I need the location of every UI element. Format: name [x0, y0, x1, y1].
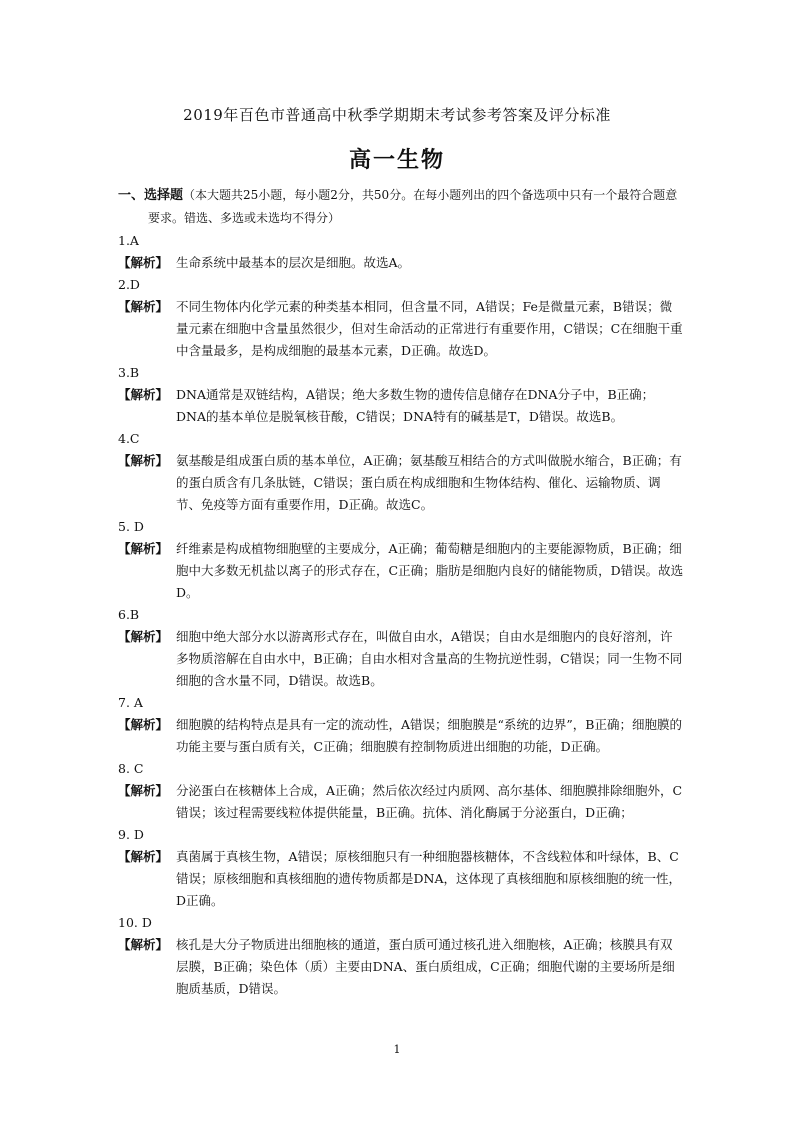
- answer-item: [118, 692, 684, 758]
- answer-item: [118, 516, 684, 604]
- answer-number: 1.A: [118, 233, 139, 248]
- section-note: （本大题共25小题，每小题2分，共50分。在每小题列出的四个备选项中只有一个最符合题意要求。错选、多选或未选均不得分）: [148, 188, 678, 225]
- explanation: [118, 252, 684, 274]
- document-subtitle: 高一生物: [348, 148, 445, 173]
- explanation-text: 细胞膜的结构特点是具有一定的流动性，A错误；细胞膜是“系统的边界”，B正确；细胞膜的功能主要与蛋白质有关，C正确；细胞膜有控制物质进出细胞的功能，D正确。: [176, 717, 682, 754]
- explanation: [118, 714, 684, 758]
- answer-number: 3.B: [118, 365, 140, 380]
- answer-item: [118, 604, 684, 692]
- section-heading: 一、选择题: [118, 188, 184, 203]
- explanation-text: 核孔是大分子物质进出细胞核的通道，蛋白质可通过核孔进入细胞核，A正确；核膜具有双层膜，B正确；染色体（质）主要由DNA、蛋白质组成，C正确；细胞代谢的主要场所是细胞质基质，D错误。: [176, 937, 675, 996]
- explanation-text: 生命系统中最基本的层次是细胞。故选A。: [176, 255, 411, 270]
- explanation-tag: 【解析】: [118, 387, 169, 402]
- answer-number: 5. D: [118, 519, 144, 534]
- explanation-text: 氨基酸是组成蛋白质的基本单位，A正确；氨基酸互相结合的方式叫做脱水缩合，B正确；有的蛋白质含有几条肽链，C错误；蛋白质在构成细胞和生物体结构、催化、运输物质、调节、免疫等方面有重要作用，D正确。故选C。: [176, 453, 682, 512]
- answer-content: [118, 184, 684, 1000]
- answer-number: 7. A: [118, 695, 143, 710]
- explanation: [118, 934, 684, 1000]
- answer-item: [118, 230, 684, 274]
- answer-number: 2.D: [118, 277, 140, 292]
- explanation: [118, 780, 684, 824]
- explanation: [118, 538, 684, 604]
- answer-item: [118, 824, 684, 912]
- section-header: [118, 184, 684, 229]
- explanation-text: 分泌蛋白在核糖体上合成，A正确；然后依次经过内质网、高尔基体、细胞膜排除细胞外，C错误；该过程需要线粒体提供能量，B正确。抗体、消化酶属于分泌蛋白，D正确；: [176, 783, 683, 820]
- page-number: 1: [393, 1043, 401, 1056]
- explanation-tag: 【解析】: [118, 937, 169, 952]
- explanation: [118, 384, 684, 428]
- document-title: 2019年百色市普通高中秋季学期期末考试参考答案及评分标准: [183, 106, 611, 124]
- answer-number: 4.C: [118, 431, 140, 446]
- answer-item: [118, 758, 684, 824]
- explanation-tag: 【解析】: [118, 849, 169, 864]
- answer-number: 6.B: [118, 607, 140, 622]
- answer-item: [118, 274, 684, 362]
- answer-number: 8. C: [118, 761, 144, 776]
- explanation: [118, 626, 684, 692]
- explanation-text: 细胞中绝大部分水以游离形式存在，叫做自由水，A错误；自由水是细胞内的良好溶剂，许多物质溶解在自由水中，B正确；自由水相对含量高的生物抗逆性弱，C错误；同一生物不同细胞的含水量不同，D错误。故选B。: [176, 629, 683, 688]
- explanation: [118, 846, 684, 912]
- explanation-tag: 【解析】: [118, 299, 169, 314]
- explanation-tag: 【解析】: [118, 255, 169, 270]
- explanation-tag: 【解析】: [118, 717, 169, 732]
- explanation: [118, 450, 684, 516]
- explanation-text: DNA通常是双链结构，A错误；绝大多数生物的遗传信息储存在DNA分子中，B正确；DNA的基本单位是脱氧核苷酸，C错误；DNA特有的碱基是T，D错误。故选B。: [176, 387, 655, 424]
- explanation-text: 纤维素是构成植物细胞壁的主要成分，A正确；葡萄糖是细胞内的主要能源物质，B正确；细胞中大多数无机盐以离子的形式存在，C正确；脂肪是细胞内良好的储能物质，D错误。故选D。: [176, 541, 684, 600]
- answer-item: [118, 428, 684, 516]
- explanation-tag: 【解析】: [118, 783, 169, 798]
- explanation-tag: 【解析】: [118, 541, 169, 556]
- explanation-text: 不同生物体内化学元素的种类基本相同，但含量不同，A错误；Fe是微量元素，B错误；微量元素在细胞中含量虽然很少，但对生命活动的正常进行有重要作用，C错误；C在细胞干重中含量最多，是构成细胞的最基本元素，D正确。故选D。: [176, 299, 683, 358]
- explanation-tag: 【解析】: [118, 453, 169, 468]
- explanation-text: 真菌属于真核生物，A错误；原核细胞只有一种细胞器核糖体，不含线粒体和叶绿体，B、C错误；原核细胞和真核细胞的遗传物质都是DNA，这体现了真核细胞和原核细胞的统一性，D正确。: [176, 849, 681, 908]
- explanation: [118, 296, 684, 362]
- answer-item: [118, 912, 684, 1000]
- answer-number: 10. D: [118, 915, 152, 930]
- answer-item: [118, 362, 684, 428]
- answer-number: 9. D: [118, 827, 144, 842]
- explanation-tag: 【解析】: [118, 629, 169, 644]
